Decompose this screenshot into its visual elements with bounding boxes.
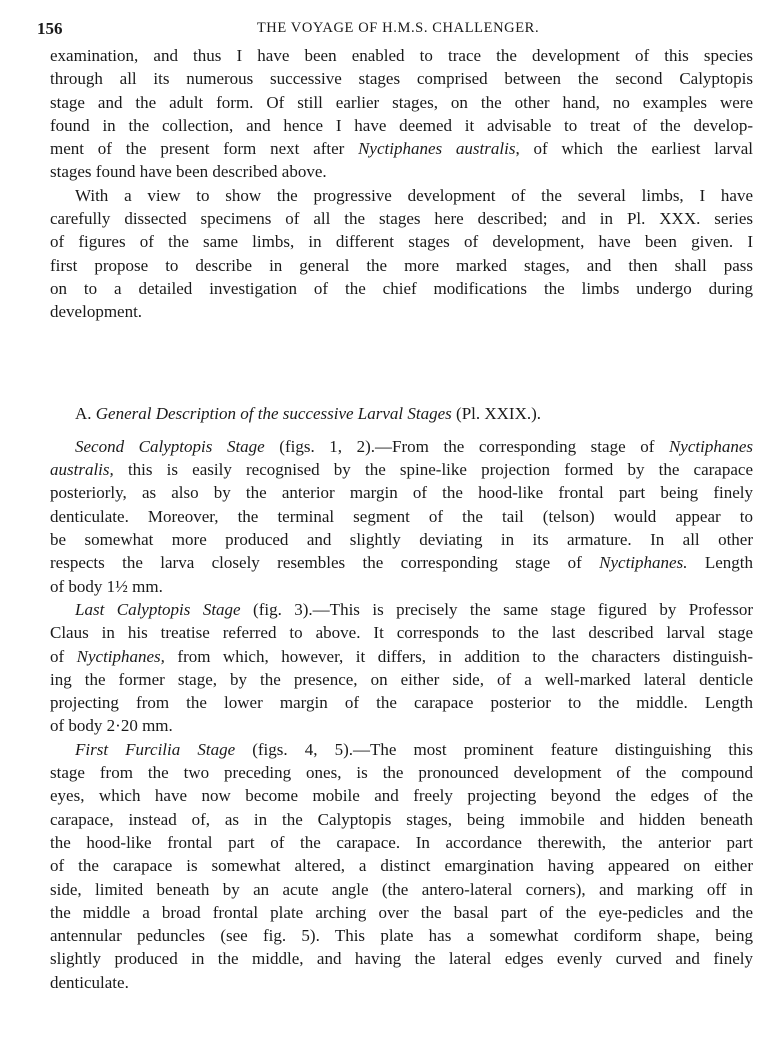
text-line: First Furcilia Stage (figs. 4, 5).—The most prominent feature distinguishing this <box>75 739 753 759</box>
text-line: denticulate. Moreover, the terminal segment of the tail (telson) would appear to <box>50 506 753 526</box>
paragraph <box>50 598 753 738</box>
text-line: be somewhat more produced and slightly deviating in its armature. In all other <box>50 530 753 550</box>
text-line: ing the former stage, by the presence, on either side, of a well-marked lateral denticle <box>50 669 753 689</box>
italic-text: Nyctiphanes. <box>599 553 688 573</box>
text-line: A. General Description of the successive Larval Stages (Pl. XXIX.). <box>75 403 542 423</box>
italic-text: General Description of the successive Larval Stages <box>95 403 452 423</box>
paragraph <box>50 738 753 994</box>
text-line: Last Calyptopis Stage (fig. 3).—This is precisely the same stage figured by Professor <box>75 599 754 619</box>
text-line: denticulate. <box>50 972 129 992</box>
text-line: development. <box>50 302 143 322</box>
text-line: antennular peduncles (see fig. 5). This plate has a somewhat cordiform shape, being <box>50 926 753 946</box>
italic-text: australis, <box>50 460 114 480</box>
italic-text: Second Calyptopis Stage <box>75 436 265 456</box>
text-line: examination, and thus I have been enabled to trace the development of this species <box>50 46 753 65</box>
page-number: 156 <box>37 19 63 38</box>
italic-text: Nyctiphanes, <box>76 646 165 666</box>
text-line: Second Calyptopis Stage (figs. 1, 2).—From the corresponding stage of Nyctiphanes <box>75 436 754 456</box>
text-line: australis, this is easily recognised by the spine-like projection formed by the carapace <box>50 460 753 480</box>
text-line: the middle a broad frontal plate arching over the basal part of the eye-pedicles and the <box>50 902 753 922</box>
text-line: respects the larva closely resembles the corresponding stage of Nyctiphanes. Length <box>50 553 753 573</box>
paragraph <box>50 44 753 184</box>
text-line: eyes, which have now become mobile and freely projecting beyond the edges of the <box>50 786 753 806</box>
italic-text: Nyctiphanes <box>668 436 754 456</box>
text-line: the hood-like frontal part of the carapace. In accordance therewith, the anterior part <box>50 832 753 852</box>
text-line: Claus in his treatise referred to above. It corresponds to the last described larval stage <box>50 623 753 643</box>
text-line: projecting from the lower margin of the carapace posterior to the middle. Length <box>50 693 753 713</box>
text-line: through all its numerous successive stages comprised between the second Calyptopis <box>50 69 753 89</box>
text-line: posteriorly, as also by the anterior margin of the hood-like frontal part being finely <box>50 483 753 503</box>
text-line: of Nyctiphanes, from which, however, it differs, in addition to the characters distinguish- <box>50 646 753 666</box>
text-line: of the carapace is somewhat altered, a distinct emargination having appeared on either <box>50 856 753 876</box>
section-heading <box>50 402 753 425</box>
text-line: stages found have been described above. <box>50 162 327 182</box>
text-line: of body 1½ mm. <box>50 576 163 596</box>
text-line: of body 2·20 mm. <box>50 716 173 736</box>
paragraph <box>50 435 753 598</box>
text-line: slightly produced in the middle, and having the lateral edges evenly curved and finely <box>50 949 753 969</box>
text-line: stage and the adult form. Of still earlier stages, on the other hand, no examples were <box>50 92 753 112</box>
text-line: side, limited beneath by an acute angle (the antero-lateral corners), and marking off in <box>50 879 753 899</box>
text-line: carefully dissected specimens of all the stages here described; and in Pl. XXX. series <box>50 209 753 229</box>
text-line: first propose to describe in general the more marked stages, and then shall pass <box>50 255 753 275</box>
text-line: found in the collection, and hence I have deemed it advisable to treat of the develop- <box>50 115 753 135</box>
running-title: THE VOYAGE OF H.M.S. CHALLENGER. <box>256 20 540 36</box>
text-line: of figures of the same limbs, in different stages of development, have been given. I <box>50 232 753 252</box>
paragraph <box>50 184 753 324</box>
text-line: With a view to show the progressive development of the several limbs, I have <box>75 185 753 205</box>
page-body <box>50 44 753 994</box>
text-line: carapace, instead of, as in the Calyptopis stages, being immobile and hidden beneath <box>50 809 753 829</box>
text-line: stage from the two preceding ones, is the pronounced development of the compound <box>50 763 753 783</box>
text-line: ment of the present form next after Nyctiphanes australis, of which the earliest larval <box>50 139 753 159</box>
italic-text: Nyctiphanes australis <box>358 139 516 159</box>
text-line: on to a detailed investigation of the chief modifications the limbs undergo during <box>50 278 753 298</box>
italic-text: First Furcilia Stage <box>75 739 236 759</box>
italic-text: Last Calyptopis Stage <box>75 599 241 619</box>
